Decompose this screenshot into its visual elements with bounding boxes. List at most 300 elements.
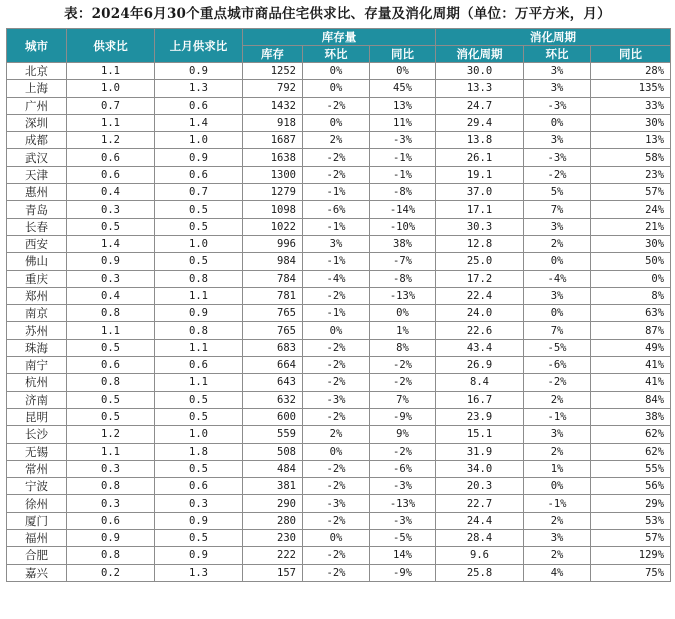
cell-cycle-yoy: 0% [591,270,671,287]
cell-cycle-yoy: 49% [591,339,671,356]
cell-cycle-yoy: 38% [591,408,671,425]
cell-inventory-mom: -4% [303,270,370,287]
table-body [7,63,671,582]
cell-cycle-mom: -1% [524,408,591,425]
cell-cycle: 30.0 [436,63,524,80]
cell-inventory-yoy: 8% [370,339,436,356]
cell-ratio: 0.8 [67,305,155,322]
cell-inventory: 1022 [243,218,303,235]
cell-cycle-mom: 0% [524,305,591,322]
cell-inventory-yoy: 14% [370,547,436,564]
table-row [7,408,671,425]
cell-inventory: 1300 [243,166,303,183]
table-row [7,564,671,581]
header-last-ratio: 上月供求比 [155,29,243,63]
cell-cycle: 13.3 [436,80,524,97]
cell-ratio: 0.3 [67,201,155,218]
cell-city: 嘉兴 [7,564,67,581]
cell-city: 无锡 [7,443,67,460]
cell-last-ratio: 1.8 [155,443,243,460]
cell-cycle: 8.4 [436,374,524,391]
cell-cycle-mom: 4% [524,564,591,581]
cell-inventory-yoy: 38% [370,235,436,252]
cell-cycle-mom: 0% [524,114,591,131]
cell-last-ratio: 0.9 [155,547,243,564]
cell-last-ratio: 1.1 [155,287,243,304]
cell-inventory: 683 [243,339,303,356]
table-row [7,460,671,477]
cell-city: 昆明 [7,408,67,425]
table-row [7,305,671,322]
cell-cycle: 23.9 [436,408,524,425]
cell-inventory-yoy: -2% [370,374,436,391]
cell-inventory-mom: -2% [303,97,370,114]
table-row [7,512,671,529]
cell-cycle-yoy: 21% [591,218,671,235]
cell-cycle-mom: -2% [524,166,591,183]
cell-inventory-mom: -2% [303,339,370,356]
cell-city: 苏州 [7,322,67,339]
table-row [7,97,671,114]
table-row [7,547,671,564]
cell-inventory: 664 [243,357,303,374]
cell-cycle-yoy: 30% [591,114,671,131]
cell-cycle-yoy: 41% [591,357,671,374]
cell-last-ratio: 0.9 [155,63,243,80]
cell-last-ratio: 0.5 [155,253,243,270]
header-inventory-mom: 环比 [303,46,370,63]
cell-last-ratio: 0.5 [155,218,243,235]
cell-last-ratio: 0.6 [155,166,243,183]
cell-inventory-yoy: -10% [370,218,436,235]
cell-cycle: 26.1 [436,149,524,166]
cell-city: 郑州 [7,287,67,304]
cell-cycle: 20.3 [436,478,524,495]
cell-ratio: 0.6 [67,149,155,166]
cell-inventory: 1638 [243,149,303,166]
cell-city: 上海 [7,80,67,97]
cell-inventory-mom: -3% [303,391,370,408]
table-row [7,201,671,218]
table-row [7,132,671,149]
cell-last-ratio: 0.3 [155,495,243,512]
header-ratio: 供求比 [67,29,155,63]
cell-inventory-mom: -2% [303,512,370,529]
cell-cycle: 15.1 [436,426,524,443]
cell-inventory-mom: -1% [303,305,370,322]
cell-inventory-yoy: -2% [370,357,436,374]
cell-cycle-mom: -5% [524,339,591,356]
cell-inventory-mom: -3% [303,495,370,512]
table-row [7,270,671,287]
cell-cycle: 22.6 [436,322,524,339]
cell-city: 成都 [7,132,67,149]
cell-cycle: 22.7 [436,495,524,512]
cell-last-ratio: 1.0 [155,426,243,443]
cell-last-ratio: 0.7 [155,184,243,201]
table-title: 表：2024年6月30个重点城市商品住宅供求比、存量及消化周期（单位：万平方米，月） [64,6,611,22]
table-row [7,287,671,304]
table-row [7,149,671,166]
cell-last-ratio: 0.5 [155,201,243,218]
cell-inventory-yoy: 7% [370,391,436,408]
cell-cycle-yoy: 29% [591,495,671,512]
cell-cycle-mom: 3% [524,218,591,235]
cell-cycle: 31.9 [436,443,524,460]
cell-inventory: 781 [243,287,303,304]
table-row [7,530,671,547]
cell-cycle: 13.8 [436,132,524,149]
cell-city: 广州 [7,97,67,114]
cell-last-ratio: 0.9 [155,305,243,322]
cell-last-ratio: 1.1 [155,374,243,391]
cell-ratio: 0.3 [67,270,155,287]
cell-cycle-mom: 1% [524,460,591,477]
header-cycle: 消化周期 [436,46,524,63]
cell-inventory-yoy: 0% [370,305,436,322]
cell-cycle: 30.3 [436,218,524,235]
cell-last-ratio: 0.6 [155,97,243,114]
cell-ratio: 0.2 [67,564,155,581]
cell-inventory-mom: -1% [303,218,370,235]
cell-inventory-yoy: -9% [370,564,436,581]
cell-inventory: 290 [243,495,303,512]
cell-cycle-mom: 2% [524,235,591,252]
cell-cycle-mom: 3% [524,80,591,97]
cell-ratio: 0.5 [67,408,155,425]
cell-inventory-yoy: -3% [370,512,436,529]
cell-inventory-mom: -2% [303,166,370,183]
cell-last-ratio: 1.0 [155,132,243,149]
cell-inventory: 280 [243,512,303,529]
cell-city: 济南 [7,391,67,408]
cell-cycle-mom: -2% [524,374,591,391]
cell-cycle-mom: -1% [524,495,591,512]
cell-inventory-yoy: -3% [370,132,436,149]
cell-last-ratio: 1.3 [155,564,243,581]
table-row [7,218,671,235]
cell-inventory: 918 [243,114,303,131]
cell-cycle-yoy: 50% [591,253,671,270]
cell-cycle-yoy: 129% [591,547,671,564]
cell-inventory-yoy: -1% [370,149,436,166]
cell-cycle: 24.4 [436,512,524,529]
cell-cycle: 19.1 [436,166,524,183]
cell-cycle-yoy: 56% [591,478,671,495]
cell-cycle-mom: 2% [524,512,591,529]
cell-inventory: 792 [243,80,303,97]
cell-ratio: 0.7 [67,97,155,114]
table-row [7,339,671,356]
cell-ratio: 0.6 [67,357,155,374]
cell-city: 深圳 [7,114,67,131]
cell-cycle: 29.4 [436,114,524,131]
cell-inventory: 1279 [243,184,303,201]
cell-inventory-yoy: 13% [370,97,436,114]
cell-inventory: 765 [243,305,303,322]
cell-ratio: 0.9 [67,530,155,547]
cell-inventory-mom: -2% [303,564,370,581]
header-inventory: 库存 [243,46,303,63]
cell-ratio: 1.2 [67,426,155,443]
cell-cycle-mom: 3% [524,63,591,80]
cell-inventory-yoy: -6% [370,460,436,477]
cell-cycle-mom: 2% [524,547,591,564]
cell-city: 长沙 [7,426,67,443]
cell-city: 长春 [7,218,67,235]
cell-inventory-yoy: -13% [370,495,436,512]
cell-inventory-yoy: -9% [370,408,436,425]
cell-inventory-mom: 0% [303,530,370,547]
cell-city: 西安 [7,235,67,252]
cell-city: 青岛 [7,201,67,218]
cell-ratio: 1.2 [67,132,155,149]
cell-cycle-yoy: 87% [591,322,671,339]
cell-inventory: 784 [243,270,303,287]
cell-cycle-mom: 0% [524,253,591,270]
cell-inventory-mom: -6% [303,201,370,218]
cell-last-ratio: 0.8 [155,270,243,287]
cell-inventory: 632 [243,391,303,408]
header-cycle-yoy: 同比 [591,46,671,63]
cell-cycle-yoy: 84% [591,391,671,408]
table-row [7,426,671,443]
cell-cycle: 24.7 [436,97,524,114]
cell-cycle-yoy: 33% [591,97,671,114]
cell-last-ratio: 0.6 [155,357,243,374]
cell-cycle: 16.7 [436,391,524,408]
cell-last-ratio: 0.5 [155,460,243,477]
cell-cycle: 28.4 [436,530,524,547]
cell-cycle: 12.8 [436,235,524,252]
cell-inventory: 996 [243,235,303,252]
cell-city: 常州 [7,460,67,477]
table-row [7,357,671,374]
cell-city: 武汉 [7,149,67,166]
cell-cycle-yoy: 30% [591,235,671,252]
cell-inventory-mom: 0% [303,322,370,339]
table-row [7,235,671,252]
cell-inventory-mom: -2% [303,408,370,425]
housing-table [6,28,671,582]
cell-cycle: 34.0 [436,460,524,477]
header-inventory-group: 库存量 [243,29,436,46]
table-row [7,114,671,131]
cell-city: 徐州 [7,495,67,512]
cell-city: 合肥 [7,547,67,564]
cell-inventory-mom: -1% [303,253,370,270]
cell-ratio: 1.0 [67,80,155,97]
cell-inventory-mom: 0% [303,63,370,80]
cell-cycle-mom: 3% [524,287,591,304]
cell-ratio: 0.9 [67,253,155,270]
cell-city: 惠州 [7,184,67,201]
cell-ratio: 0.8 [67,374,155,391]
cell-last-ratio: 1.3 [155,80,243,97]
cell-cycle: 24.0 [436,305,524,322]
cell-cycle-yoy: 57% [591,530,671,547]
cell-last-ratio: 0.6 [155,478,243,495]
cell-cycle-yoy: 8% [591,287,671,304]
cell-inventory-yoy: -14% [370,201,436,218]
cell-ratio: 0.4 [67,184,155,201]
cell-cycle-yoy: 53% [591,512,671,529]
cell-cycle-mom: 7% [524,201,591,218]
cell-inventory: 643 [243,374,303,391]
cell-cycle-yoy: 41% [591,374,671,391]
cell-cycle-yoy: 63% [591,305,671,322]
cell-city: 重庆 [7,270,67,287]
cell-last-ratio: 1.4 [155,114,243,131]
cell-inventory: 1687 [243,132,303,149]
cell-ratio: 1.1 [67,114,155,131]
table-row [7,391,671,408]
cell-ratio: 1.1 [67,443,155,460]
cell-inventory-yoy: -8% [370,270,436,287]
cell-city: 佛山 [7,253,67,270]
cell-cycle-yoy: 135% [591,80,671,97]
cell-ratio: 0.5 [67,339,155,356]
cell-cycle-mom: 2% [524,443,591,460]
cell-inventory-mom: -2% [303,460,370,477]
cell-inventory: 600 [243,408,303,425]
cell-inventory-mom: -2% [303,357,370,374]
cell-inventory-yoy: -13% [370,287,436,304]
cell-city: 厦门 [7,512,67,529]
cell-last-ratio: 0.5 [155,391,243,408]
cell-inventory-mom: -2% [303,374,370,391]
cell-inventory-yoy: -1% [370,166,436,183]
cell-ratio: 0.5 [67,391,155,408]
cell-inventory: 1252 [243,63,303,80]
cell-city: 南宁 [7,357,67,374]
cell-inventory-mom: 2% [303,132,370,149]
table-row [7,63,671,80]
cell-cycle: 26.9 [436,357,524,374]
cell-ratio: 0.4 [67,287,155,304]
cell-cycle: 25.0 [436,253,524,270]
cell-inventory-mom: -2% [303,149,370,166]
header-city: 城市 [7,29,67,63]
cell-cycle: 17.1 [436,201,524,218]
cell-inventory: 484 [243,460,303,477]
cell-ratio: 0.6 [67,512,155,529]
cell-last-ratio: 0.9 [155,149,243,166]
header-inventory-yoy: 同比 [370,46,436,63]
cell-cycle-yoy: 13% [591,132,671,149]
cell-inventory-yoy: 9% [370,426,436,443]
table-row [7,184,671,201]
cell-inventory: 230 [243,530,303,547]
cell-cycle-yoy: 62% [591,426,671,443]
cell-cycle: 25.8 [436,564,524,581]
cell-last-ratio: 0.9 [155,512,243,529]
table-row [7,374,671,391]
table-row [7,443,671,460]
cell-inventory: 1432 [243,97,303,114]
cell-ratio: 0.8 [67,478,155,495]
cell-inventory-mom: 0% [303,443,370,460]
cell-ratio: 1.4 [67,235,155,252]
cell-last-ratio: 1.1 [155,339,243,356]
cell-cycle-mom: 3% [524,132,591,149]
cell-city: 杭州 [7,374,67,391]
cell-inventory-yoy: 11% [370,114,436,131]
cell-inventory-mom: 2% [303,426,370,443]
cell-inventory: 765 [243,322,303,339]
cell-last-ratio: 0.8 [155,322,243,339]
header-row-1 [7,29,671,46]
cell-ratio: 0.3 [67,460,155,477]
cell-last-ratio: 0.5 [155,530,243,547]
table-row [7,80,671,97]
cell-ratio: 0.6 [67,166,155,183]
cell-inventory: 222 [243,547,303,564]
header-cycle-mom: 环比 [524,46,591,63]
cell-cycle-yoy: 58% [591,149,671,166]
cell-city: 南京 [7,305,67,322]
cell-cycle-yoy: 28% [591,63,671,80]
cell-cycle-yoy: 55% [591,460,671,477]
cell-cycle: 43.4 [436,339,524,356]
cell-ratio: 1.1 [67,322,155,339]
cell-inventory: 381 [243,478,303,495]
cell-cycle-mom: -3% [524,97,591,114]
cell-city: 天津 [7,166,67,183]
cell-inventory-mom: -1% [303,184,370,201]
cell-inventory-yoy: 0% [370,63,436,80]
cell-inventory-mom: 0% [303,80,370,97]
table-row [7,495,671,512]
cell-city: 福州 [7,530,67,547]
header-cycle-group: 消化周期 [436,29,671,46]
cell-cycle-mom: -3% [524,149,591,166]
cell-ratio: 1.1 [67,63,155,80]
cell-city: 珠海 [7,339,67,356]
cell-inventory-yoy: -7% [370,253,436,270]
cell-inventory-yoy: -8% [370,184,436,201]
cell-cycle-yoy: 62% [591,443,671,460]
cell-inventory-mom: -2% [303,287,370,304]
cell-cycle-yoy: 24% [591,201,671,218]
cell-cycle-yoy: 23% [591,166,671,183]
cell-inventory: 157 [243,564,303,581]
cell-inventory: 984 [243,253,303,270]
table-row [7,166,671,183]
cell-inventory: 508 [243,443,303,460]
cell-cycle: 17.2 [436,270,524,287]
cell-cycle-yoy: 57% [591,184,671,201]
cell-city: 宁波 [7,478,67,495]
cell-last-ratio: 1.0 [155,235,243,252]
cell-inventory-yoy: 1% [370,322,436,339]
cell-inventory-mom: -2% [303,547,370,564]
cell-inventory-mom: -2% [303,478,370,495]
cell-inventory-mom: 0% [303,114,370,131]
cell-cycle: 37.0 [436,184,524,201]
table-row [7,253,671,270]
cell-cycle-mom: 2% [524,391,591,408]
cell-inventory-mom: 3% [303,235,370,252]
cell-cycle-mom: 0% [524,478,591,495]
cell-cycle-mom: 5% [524,184,591,201]
table-row [7,478,671,495]
cell-cycle-mom: -6% [524,357,591,374]
cell-inventory-yoy: -3% [370,478,436,495]
cell-inventory-yoy: 45% [370,80,436,97]
cell-cycle-mom: 3% [524,426,591,443]
cell-last-ratio: 0.5 [155,408,243,425]
